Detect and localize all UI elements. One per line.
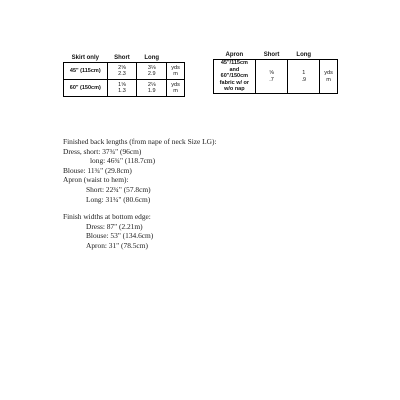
long-yds-value: 2⅛: [147, 81, 156, 88]
short-yardage-cell: [107, 80, 137, 97]
apron-table-header-row: [214, 52, 338, 60]
apron-header-short: Short: [255, 52, 288, 60]
unit-yds: yds: [171, 64, 180, 71]
dress-short-length: Dress, short: 37¾" (96cm): [63, 146, 142, 156]
long-m-value: 2.9: [147, 71, 156, 77]
short-yds-value: ⅝: [269, 70, 274, 76]
table-row: [64, 63, 185, 80]
short-yds-value: 2⅝: [118, 64, 126, 71]
short-m-value: .7: [269, 76, 274, 83]
unit-m: m: [173, 88, 178, 94]
blouse-width: Blouse: 53" (134.6cm): [86, 231, 154, 241]
dress-width: Dress: 87" (2.21m): [86, 221, 143, 231]
short-m-value: 1.3: [118, 88, 126, 94]
apron-header-long: Long: [288, 52, 320, 60]
table-row: [64, 80, 185, 97]
fabric-label-line: 45"/115cm: [220, 60, 248, 67]
apron-header-unit: [320, 52, 338, 60]
fabric-label-line: and: [229, 66, 240, 73]
apron-yardage-table: [213, 52, 338, 94]
long-yds-value: 3⅛: [147, 64, 156, 71]
short-m-value: 2.3: [118, 71, 126, 77]
short-yds-value: 1⅝: [118, 81, 126, 88]
long-yds-value: 1: [302, 70, 306, 76]
unit-m: m: [173, 71, 178, 77]
apron-length-heading: Apron (waist to hem):: [63, 175, 129, 185]
skirt-header-long: Long: [137, 55, 167, 63]
widths-heading: Finish widths at bottom edge:: [63, 212, 151, 222]
unit-cell: [167, 80, 185, 97]
table-row: [214, 60, 338, 94]
fabric-label-line: 60"/150cm: [220, 73, 249, 80]
skirt-header-unit: [167, 55, 185, 63]
long-yardage-cell: [137, 63, 167, 80]
short-yardage-cell: [255, 60, 288, 94]
fabric-width-label: 45" (115cm): [64, 63, 108, 80]
long-m-value: .9: [301, 76, 307, 83]
unit-cell: [320, 60, 338, 94]
apron-long-length: Long: 31¾" (80.6cm): [86, 194, 151, 204]
fabric-label-line: fabric w/ or: [219, 79, 250, 86]
apron-short-length: Short: 22¾" (57.8cm): [86, 184, 151, 194]
apron-width: Apron: 31" (78.5cm): [86, 240, 148, 250]
blouse-length: Blouse: 11¾" (29.8cm): [63, 165, 132, 175]
unit-cell: [167, 63, 185, 80]
unit-yds: yds: [171, 81, 180, 88]
long-m-value: 1.9: [147, 88, 156, 94]
skirt-yardage-table: [63, 55, 185, 97]
back-lengths-heading: Finished back lengths (from nape of neck Size LG):: [63, 137, 217, 146]
skirt-header-label: Skirt only: [64, 55, 108, 63]
unit-m: m: [326, 76, 331, 83]
finished-measurements-notes: [63, 137, 217, 251]
section-spacer: [63, 204, 217, 212]
skirt-header-short: Short: [107, 55, 137, 63]
fabric-width-label: 60" (150cm): [64, 80, 108, 97]
long-yardage-cell: [137, 80, 167, 97]
apron-header-label: Apron: [214, 52, 256, 60]
fabric-width-label: [214, 60, 256, 94]
unit-yds: yds: [324, 70, 333, 76]
skirt-table-header-row: [64, 55, 185, 63]
dress-long-length: long: 46¾" (118.7cm): [90, 156, 156, 166]
long-yardage-cell: [288, 60, 320, 94]
short-yardage-cell: [107, 63, 137, 80]
fabric-label-line: w/o nap: [224, 86, 245, 93]
